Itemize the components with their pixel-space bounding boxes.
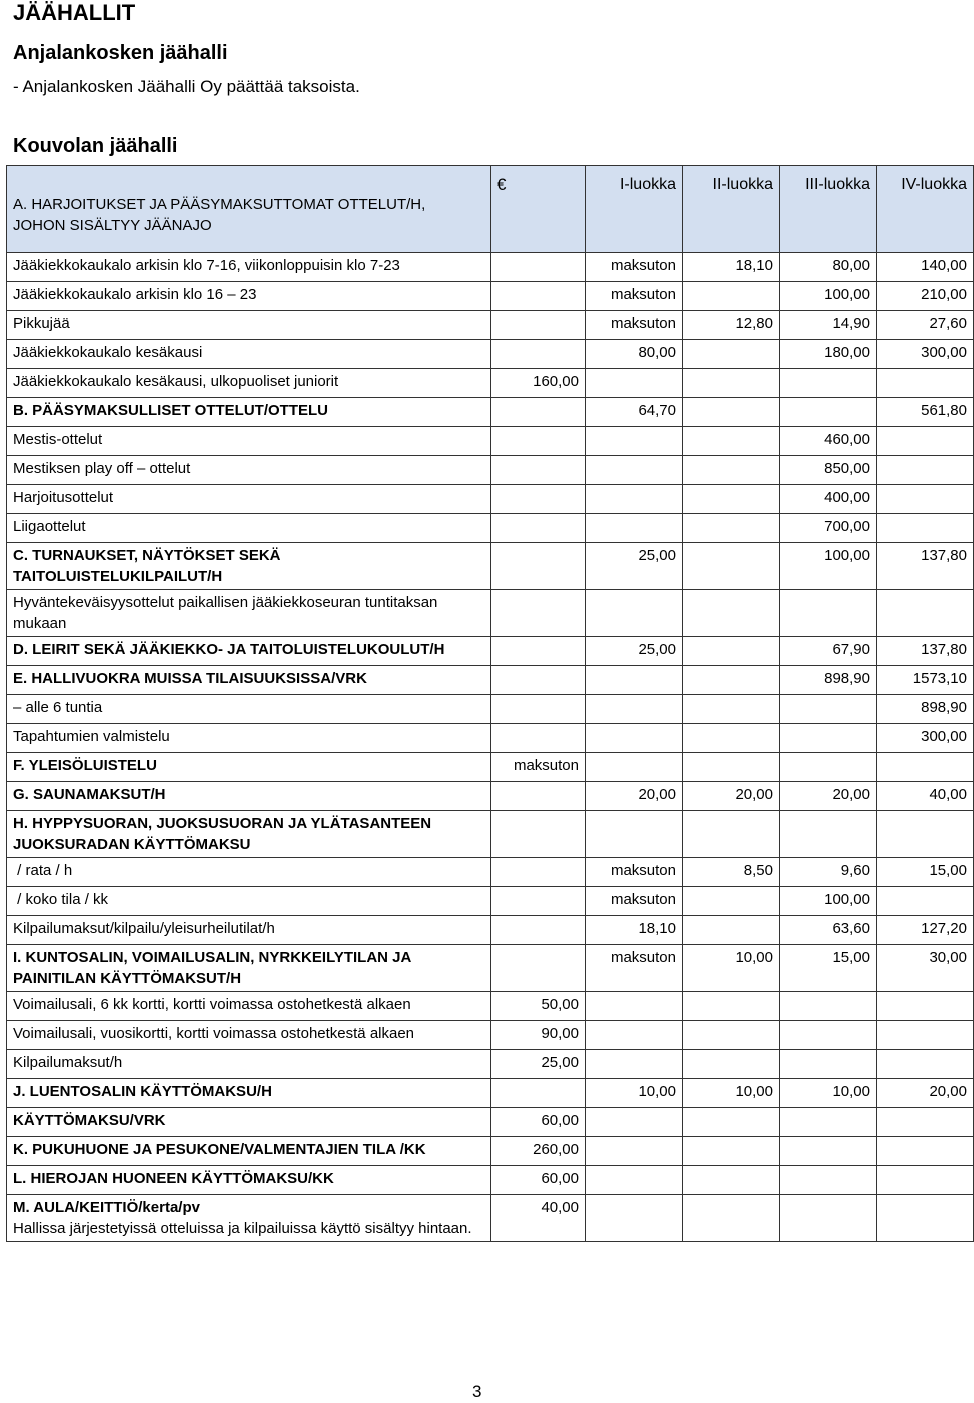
price-cell-col3 <box>586 724 683 753</box>
row-label: E. HALLIVUOKRA MUISSA TILAISUUKSISSA/VRK <box>13 670 367 687</box>
table-row <box>7 590 974 637</box>
price-cell-col2 <box>491 782 586 811</box>
price-cell-col3: 80,00 <box>586 340 683 369</box>
price-cell-col6: 127,20 <box>877 916 974 945</box>
price-cell-col5: 898,90 <box>780 666 877 695</box>
price-cell-col2: 40,00 <box>491 1195 586 1242</box>
price-cell-col6: 210,00 <box>877 282 974 311</box>
price-cell-col4 <box>683 543 780 590</box>
price-cell-col5 <box>780 811 877 858</box>
row-label: Harjoitusottelut <box>13 489 114 506</box>
price-cell-col3 <box>586 1050 683 1079</box>
price-cell-col5: 80,00 <box>780 253 877 282</box>
row-label: L. HIEROJAN HUONEEN KÄYTTÖMAKSU/KK <box>13 1170 334 1187</box>
price-cell-col2: 60,00 <box>491 1166 586 1195</box>
price-cell-col5 <box>780 1166 877 1195</box>
price-cell-col2 <box>491 724 586 753</box>
price-cell-col4: 10,00 <box>683 1079 780 1108</box>
row-label: Jääkiekkokaukalo arkisin klo 7-16, viikonloppuisin klo 7-23 <box>13 257 400 274</box>
row-label: K. PUKUHUONE JA PESUKONE/VALMENTAJIEN TILA /KK <box>13 1141 426 1158</box>
price-cell-col3: maksuton <box>586 945 683 992</box>
price-cell-col3 <box>586 1137 683 1166</box>
price-cell-col4 <box>683 1137 780 1166</box>
row-label: Kilpailumaksut/h <box>13 1054 123 1071</box>
row-label: C. TURNAUKSET, NÄYTÖKSET SEKÄ TAITOLUISTELUKILPAILUT/H <box>13 547 285 585</box>
header-class-3: III-luokka <box>780 166 877 253</box>
row-label-cell <box>7 369 491 398</box>
table-row <box>7 485 974 514</box>
price-cell-col6 <box>877 456 974 485</box>
price-cell-col5 <box>780 1137 877 1166</box>
section-heading-kouvola: Kouvolan jäähalli <box>13 135 178 157</box>
table-row <box>7 1137 974 1166</box>
price-cell-col5: 100,00 <box>780 543 877 590</box>
row-label-cell <box>7 992 491 1021</box>
row-label: / rata / h <box>13 862 73 879</box>
table-row <box>7 1050 974 1079</box>
table-row <box>7 753 974 782</box>
price-cell-col5 <box>780 1108 877 1137</box>
row-label-cell <box>7 398 491 427</box>
price-cell-col5 <box>780 1195 877 1242</box>
price-cell-col5: 100,00 <box>780 887 877 916</box>
price-cell-col5: 700,00 <box>780 514 877 543</box>
row-note: Hallissa järjestetyissä otteluissa ja kilpailuissa käyttö sisältyy hintaan. <box>13 1220 472 1237</box>
row-label: J. LUENTOSALIN KÄYTTÖMAKSU/H <box>13 1083 272 1100</box>
price-cell-col3 <box>586 1195 683 1242</box>
row-label: A. HARJOITUKSET JA PÄÄSYMAKSUTTOMAT OTTELUT/H, JOHON SISÄLTYY JÄÄNAJO <box>13 196 426 234</box>
price-cell-col4 <box>683 1050 780 1079</box>
row-label: / koko tila / kk <box>13 891 109 908</box>
price-cell-col6 <box>877 369 974 398</box>
price-cell-col4 <box>683 398 780 427</box>
row-label-cell <box>7 543 491 590</box>
price-cell-col5: 180,00 <box>780 340 877 369</box>
table-row <box>7 340 974 369</box>
row-label: Mestis-ottelut <box>13 431 103 448</box>
price-cell-col4 <box>683 1108 780 1137</box>
price-cell-col4 <box>683 811 780 858</box>
price-cell-col3 <box>586 1108 683 1137</box>
table-row <box>7 456 974 485</box>
price-cell-col5 <box>780 695 877 724</box>
price-cell-col5: 9,60 <box>780 858 877 887</box>
price-cell-col4: 20,00 <box>683 782 780 811</box>
price-cell-col3: 25,00 <box>586 543 683 590</box>
price-cell-col6 <box>877 753 974 782</box>
price-cell-col3: 18,10 <box>586 916 683 945</box>
price-cell-col2: 60,00 <box>491 1108 586 1137</box>
price-cell-col5: 10,00 <box>780 1079 877 1108</box>
table-row <box>7 369 974 398</box>
row-label-cell <box>7 590 491 637</box>
page-number: 3 <box>472 1382 482 1401</box>
row-label-cell <box>7 637 491 666</box>
price-cell-col2 <box>491 858 586 887</box>
page-title: JÄÄHALLIT <box>13 0 136 25</box>
price-cell-col2 <box>491 1079 586 1108</box>
header-class-4: IV-luokka <box>877 166 974 253</box>
price-cell-col3: maksuton <box>586 311 683 340</box>
price-cell-col2: 90,00 <box>491 1021 586 1050</box>
table-header-label-cell <box>7 166 491 253</box>
price-cell-col5 <box>780 724 877 753</box>
price-cell-col4: 12,80 <box>683 311 780 340</box>
price-cell-col5: 20,00 <box>780 782 877 811</box>
table-row <box>7 1079 974 1108</box>
table-row <box>7 724 974 753</box>
row-label-cell <box>7 811 491 858</box>
price-cell-col2 <box>491 340 586 369</box>
row-label: F. YLEISÖLUISTELU <box>13 757 157 774</box>
table-row <box>7 1108 974 1137</box>
price-cell-col3 <box>586 456 683 485</box>
row-label: B. PÄÄSYMAKSULLISET OTTELUT/OTTELU <box>13 402 328 419</box>
price-cell-col2 <box>491 695 586 724</box>
row-label: D. LEIRIT SEKÄ JÄÄKIEKKO- JA TAITOLUISTELUKOULUT/H <box>13 641 445 658</box>
row-label-cell <box>7 311 491 340</box>
table-row <box>7 311 974 340</box>
row-label: Voimailusali, vuosikortti, kortti voimassa ostohetkestä alkaen <box>13 1025 415 1042</box>
price-cell-col6: 898,90 <box>877 695 974 724</box>
price-cell-col3: maksuton <box>586 253 683 282</box>
row-label-cell <box>7 945 491 992</box>
table-row <box>7 637 974 666</box>
row-label: KÄYTTÖMAKSU/VRK <box>13 1112 166 1129</box>
price-cell-col5 <box>780 753 877 782</box>
price-cell-col2: 25,00 <box>491 1050 586 1079</box>
price-cell-col6 <box>877 1166 974 1195</box>
price-cell-col3: 25,00 <box>586 637 683 666</box>
table-row <box>7 514 974 543</box>
row-label-cell <box>7 1079 491 1108</box>
price-cell-col6: 140,00 <box>877 253 974 282</box>
price-cell-col2 <box>491 311 586 340</box>
table-row <box>7 666 974 695</box>
price-cell-col4 <box>683 695 780 724</box>
table-row <box>7 253 974 282</box>
price-cell-col6 <box>877 992 974 1021</box>
row-label-cell <box>7 1021 491 1050</box>
table-row <box>7 992 974 1021</box>
row-label: Jääkiekkokaukalo kesäkausi <box>13 344 203 361</box>
price-cell-col6 <box>877 427 974 456</box>
price-cell-col2 <box>491 916 586 945</box>
table-row <box>7 543 974 590</box>
row-label: H. HYPPYSUORAN, JUOKSUSUORAN JA YLÄTASANTEEN JUOKSURADAN KÄYTTÖMAKSU <box>13 815 436 853</box>
price-cell-col2: 260,00 <box>491 1137 586 1166</box>
price-cell-col5: 67,90 <box>780 637 877 666</box>
price-cell-col6 <box>877 887 974 916</box>
price-cell-col3 <box>586 590 683 637</box>
row-label-cell <box>7 456 491 485</box>
row-label: I. KUNTOSALIN, VOIMAILUSALIN, NYRKKEILYTILAN JA PAINITILAN KÄYTTÖMAKSUT/H <box>13 949 415 987</box>
table-row <box>7 427 974 456</box>
row-label-cell <box>7 916 491 945</box>
row-label-cell <box>7 1050 491 1079</box>
price-cell-col3 <box>586 1021 683 1050</box>
table-row <box>7 695 974 724</box>
price-cell-col3 <box>586 427 683 456</box>
price-cell-col4 <box>683 1021 780 1050</box>
price-cell-col6 <box>877 1137 974 1166</box>
row-label-cell <box>7 1137 491 1166</box>
price-cell-col5 <box>780 992 877 1021</box>
price-cell-col5: 100,00 <box>780 282 877 311</box>
price-cell-col3 <box>586 992 683 1021</box>
row-label: Jääkiekkokaukalo arkisin klo 16 – 23 <box>13 286 257 303</box>
row-label-cell <box>7 1108 491 1137</box>
price-cell-col3 <box>586 485 683 514</box>
price-cell-col5 <box>780 1021 877 1050</box>
price-cell-col6: 40,00 <box>877 782 974 811</box>
table-row <box>7 945 974 992</box>
price-cell-col4 <box>683 916 780 945</box>
table-row <box>7 1021 974 1050</box>
price-cell-col3: 10,00 <box>586 1079 683 1108</box>
price-cell-col3: maksuton <box>586 858 683 887</box>
price-cell-col6 <box>877 514 974 543</box>
row-label-cell <box>7 1166 491 1195</box>
price-cell-col2 <box>491 282 586 311</box>
table-row <box>7 282 974 311</box>
price-cell-col6: 300,00 <box>877 724 974 753</box>
price-cell-col2 <box>491 485 586 514</box>
price-cell-col4 <box>683 369 780 398</box>
price-cell-col3 <box>586 1166 683 1195</box>
price-cell-col3: 20,00 <box>586 782 683 811</box>
price-cell-col3: 64,70 <box>586 398 683 427</box>
price-cell-col5 <box>780 369 877 398</box>
price-cell-col2 <box>491 253 586 282</box>
price-cell-col4: 10,00 <box>683 945 780 992</box>
price-cell-col5 <box>780 590 877 637</box>
row-label: Mestiksen play off – ottelut <box>13 460 191 477</box>
table-row <box>7 1166 974 1195</box>
price-cell-col3 <box>586 666 683 695</box>
price-cell-col4 <box>683 1195 780 1242</box>
price-cell-col2: 160,00 <box>491 369 586 398</box>
header-class-2: II-luokka <box>683 166 780 253</box>
price-cell-col3 <box>586 695 683 724</box>
row-label: G. SAUNAMAKSUT/H <box>13 786 166 803</box>
price-cell-col4: 18,10 <box>683 253 780 282</box>
row-label: Pikkujää <box>13 315 70 332</box>
price-cell-col6 <box>877 1021 974 1050</box>
price-cell-col6 <box>877 1195 974 1242</box>
price-cell-col4 <box>683 724 780 753</box>
price-cell-col2 <box>491 945 586 992</box>
price-cell-col4 <box>683 282 780 311</box>
price-cell-col5: 400,00 <box>780 485 877 514</box>
euro-symbol: € <box>497 175 507 194</box>
price-cell-col4 <box>683 514 780 543</box>
table-row <box>7 916 974 945</box>
row-label-cell <box>7 427 491 456</box>
price-cell-col4 <box>683 427 780 456</box>
row-label-cell <box>7 340 491 369</box>
price-cell-col3: maksuton <box>586 887 683 916</box>
price-cell-col2 <box>491 637 586 666</box>
price-cell-col4 <box>683 1166 780 1195</box>
row-label: – alle 6 tuntia <box>13 699 103 716</box>
row-label-cell <box>7 724 491 753</box>
price-cell-col3 <box>586 514 683 543</box>
price-cell-col5 <box>780 1050 877 1079</box>
fee-table-body <box>7 166 974 1242</box>
price-cell-col2: maksuton <box>491 753 586 782</box>
price-cell-col4: 8,50 <box>683 858 780 887</box>
price-cell-col4 <box>683 637 780 666</box>
row-label: Voimailusali, 6 kk kortti, kortti voimassa ostohetkestä alkaen <box>13 996 411 1013</box>
row-label: Hyväntekeväisyysottelut paikallisen jääkiekkoseuran tuntitaksan mukaan <box>13 594 442 632</box>
table-row <box>7 858 974 887</box>
price-cell-col6 <box>877 590 974 637</box>
price-cell-col2 <box>491 398 586 427</box>
price-cell-col2 <box>491 456 586 485</box>
price-cell-col6 <box>877 485 974 514</box>
price-cell-col6: 300,00 <box>877 340 974 369</box>
price-cell-col3: maksuton <box>586 282 683 311</box>
price-cell-col2 <box>491 514 586 543</box>
price-cell-col4 <box>683 485 780 514</box>
price-cell-col6 <box>877 1108 974 1137</box>
row-label-cell <box>7 282 491 311</box>
price-cell-col6: 561,80 <box>877 398 974 427</box>
section-text-anjalankoski: - Anjalankosken Jäähalli Oy päättää taksoista. <box>13 77 360 96</box>
table-row <box>7 811 974 858</box>
table-row <box>7 1195 974 1242</box>
price-cell-col5: 850,00 <box>780 456 877 485</box>
price-cell-col2 <box>491 427 586 456</box>
row-label-cell <box>7 695 491 724</box>
row-label: Jääkiekkokaukalo kesäkausi, ulkopuoliset juniorit <box>13 373 339 390</box>
price-cell-col5 <box>780 398 877 427</box>
price-cell-col2: 50,00 <box>491 992 586 1021</box>
row-label-cell <box>7 753 491 782</box>
row-label-cell <box>7 782 491 811</box>
price-cell-col6: 15,00 <box>877 858 974 887</box>
price-cell-col4 <box>683 887 780 916</box>
price-cell-col5: 63,60 <box>780 916 877 945</box>
row-label-cell <box>7 253 491 282</box>
price-cell-col2 <box>491 666 586 695</box>
price-cell-col2 <box>491 887 586 916</box>
row-label: Liigaottelut <box>13 518 86 535</box>
row-label-cell <box>7 858 491 887</box>
row-label-cell <box>7 1195 491 1242</box>
price-cell-col4 <box>683 456 780 485</box>
price-cell-col2 <box>491 811 586 858</box>
table-row <box>7 887 974 916</box>
price-cell-col2 <box>491 543 586 590</box>
price-cell-col5: 14,90 <box>780 311 877 340</box>
price-cell-col6 <box>877 1050 974 1079</box>
row-label-cell <box>7 514 491 543</box>
row-label-cell <box>7 485 491 514</box>
price-cell-col5: 460,00 <box>780 427 877 456</box>
euro-symbol-cell <box>491 166 586 253</box>
table-row <box>7 398 974 427</box>
row-label: Kilpailumaksut/kilpailu/yleisurheilutilat/h <box>13 920 275 937</box>
price-cell-col6: 137,80 <box>877 543 974 590</box>
table-header-row <box>7 166 974 253</box>
header-class-1: I-luokka <box>586 166 683 253</box>
price-cell-col2 <box>491 590 586 637</box>
price-cell-col5: 15,00 <box>780 945 877 992</box>
price-cell-col6: 27,60 <box>877 311 974 340</box>
price-cell-col6: 30,00 <box>877 945 974 992</box>
price-cell-col6: 1573,10 <box>877 666 974 695</box>
table-row <box>7 782 974 811</box>
row-label: Tapahtumien valmistelu <box>13 728 170 745</box>
row-label-cell <box>7 666 491 695</box>
fee-table <box>6 165 974 1242</box>
price-cell-col3 <box>586 753 683 782</box>
price-cell-col3 <box>586 369 683 398</box>
price-cell-col4 <box>683 666 780 695</box>
price-cell-col3 <box>586 811 683 858</box>
price-cell-col4 <box>683 340 780 369</box>
row-label-cell <box>7 887 491 916</box>
price-cell-col6: 137,80 <box>877 637 974 666</box>
row-label: M. AULA/KEITTIÖ/kerta/pv <box>13 1199 200 1216</box>
price-cell-col4 <box>683 753 780 782</box>
price-cell-col6 <box>877 811 974 858</box>
section-heading-anjalankoski: Anjalankosken jäähalli <box>13 42 228 64</box>
price-cell-col6: 20,00 <box>877 1079 974 1108</box>
price-cell-col4 <box>683 590 780 637</box>
price-cell-col4 <box>683 992 780 1021</box>
